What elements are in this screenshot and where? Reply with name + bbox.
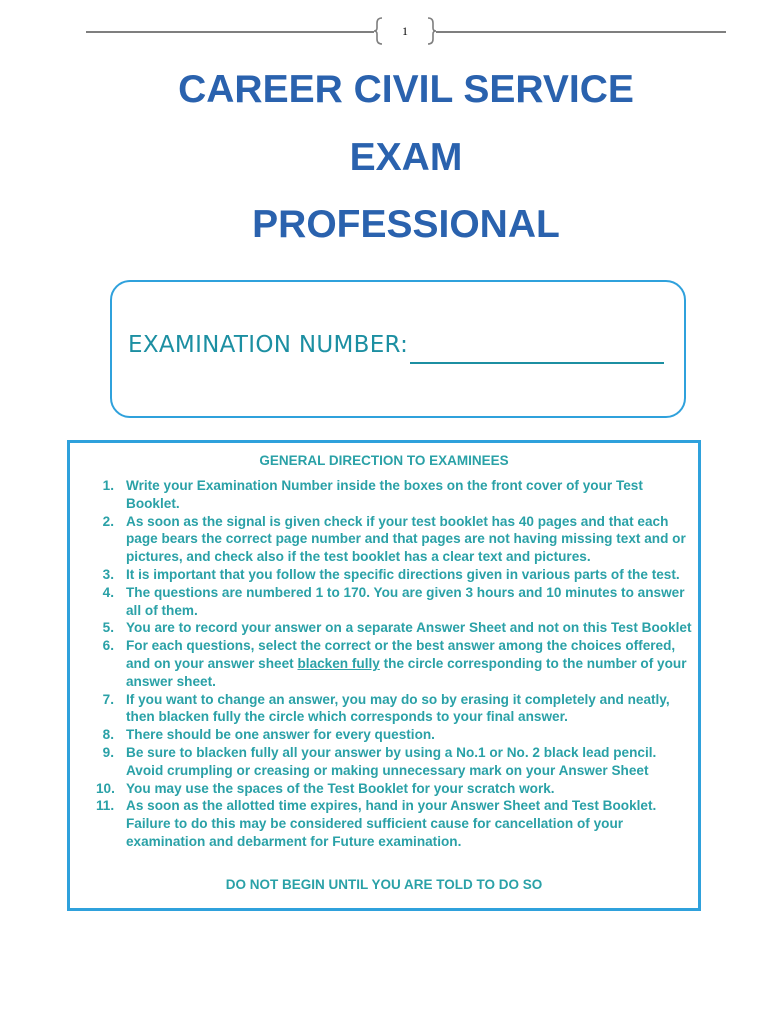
direction-number: 6.	[102, 638, 114, 654]
title-line-3: PROFESSIONAL	[252, 203, 560, 246]
direction-text: As soon as the signal is given check if your test booklet has 40 pages and that each page bears the correct page number and that pages are not having missing text and or pictures, and check also if the test booklet has a clear text and pictures.	[126, 513, 686, 565]
direction-number: 4.	[102, 584, 114, 600]
direction-text-after: the circle corresponding to the number of your answer sheet.	[126, 655, 687, 689]
direction-text: Be sure to blacken fully all your answer by using a No.1 or No. 2 black lead pencil. Avoid crumpling or creasing or making unnecessary mark on your Answer Sheet	[126, 744, 657, 778]
direction-text: You may use the spaces of the Test Booklet for your scratch work.	[126, 780, 555, 796]
direction-item-11	[96, 797, 696, 850]
examination-number-field[interactable]	[410, 362, 664, 364]
direction-text: The questions are numbered 1 to 170. You are given 3 hours and 10 minutes to answer all of them.	[126, 584, 685, 618]
direction-text: There should be one answer for every question.	[126, 727, 435, 743]
direction-number: 1.	[102, 478, 114, 493]
direction-number: 9.	[102, 744, 114, 760]
title-line-1: CAREER CIVIL SERVICE	[178, 68, 634, 111]
examination-number-box	[110, 280, 686, 418]
direction-item-3	[104, 566, 696, 584]
header-rule-right	[436, 31, 726, 33]
direction-item-6	[104, 637, 696, 690]
direction-text: Write your Examination Number inside the boxes on the front cover of your Test Booklet.	[126, 478, 643, 511]
title-line-2: EXAM	[349, 136, 463, 179]
direction-text: If you want to change an answer, you may do so by erasing it completely and neatly, then blacken fully the circle which corresponds to your final answer.	[126, 691, 670, 725]
general-directions-box	[67, 440, 701, 911]
direction-item-8	[104, 726, 696, 744]
direction-number: 3.	[102, 566, 114, 582]
direction-text-before: For each questions, select the correct or the best answer among the choices offered, and on your answer sheet	[126, 638, 676, 671]
direction-number: 8.	[102, 727, 114, 743]
direction-item-9	[104, 744, 696, 780]
direction-number: 10.	[96, 780, 115, 796]
directions-footer: DO NOT BEGIN UNTIL YOU ARE TOLD TO DO SO	[225, 877, 543, 892]
header-rule-left	[86, 31, 374, 33]
direction-text: You are to record your answer on a separate Answer Sheet and not on this Test Booklet	[126, 620, 692, 636]
direction-item-4	[104, 584, 696, 620]
direction-item-10	[96, 780, 696, 798]
direction-text-underlined: blacken fully	[297, 655, 380, 671]
direction-number: 5.	[102, 620, 114, 636]
direction-number: 11.	[96, 798, 115, 814]
direction-item-2	[104, 513, 696, 566]
page-number: 1	[402, 24, 408, 38]
direction-item-1	[104, 477, 696, 513]
direction-item-5	[104, 619, 696, 637]
direction-number: 2.	[102, 513, 114, 529]
directions-heading: GENERAL DIRECTION TO EXAMINEES	[259, 453, 509, 468]
direction-number: 7.	[102, 691, 114, 707]
direction-text: It is important that you follow the specific directions given in various parts of the test.	[126, 566, 680, 582]
examination-number-label: EXAMINATION NUMBER:	[128, 332, 409, 358]
directions-list	[96, 477, 696, 851]
direction-text: As soon as the allotted time expires, hand in your Answer Sheet and Test Booklet. Failure to do this may be considered sufficient cause for cancellation of your examination and debarment for Future examination.	[126, 798, 657, 849]
direction-item-7	[104, 691, 696, 727]
